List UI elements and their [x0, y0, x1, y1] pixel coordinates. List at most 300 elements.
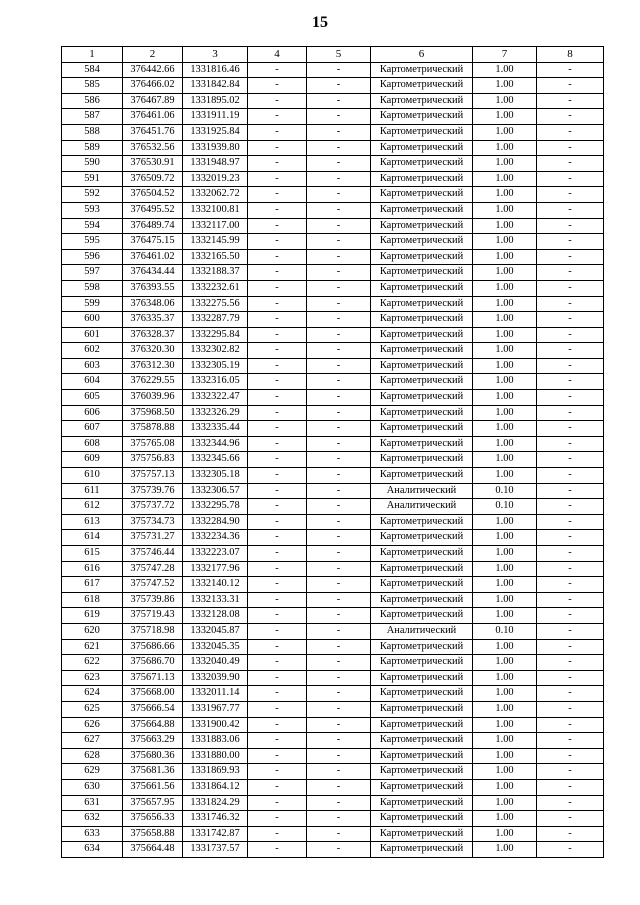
- cell-col-4: -: [248, 234, 307, 250]
- cell-col-8: -: [537, 764, 604, 780]
- cell-method: Картометрический: [371, 234, 473, 250]
- cell-accuracy: 1.00: [473, 452, 537, 468]
- cell-col-5: -: [307, 686, 371, 702]
- cell-accuracy: 1.00: [473, 140, 537, 156]
- cell-point-number: 599: [62, 296, 123, 312]
- column-header-7: 7: [473, 47, 537, 63]
- cell-x-coordinate: 375666.54: [123, 701, 183, 717]
- table-row: [62, 93, 604, 109]
- cell-x-coordinate: 375664.48: [123, 842, 183, 858]
- cell-col-8: -: [537, 436, 604, 452]
- cell-accuracy: 1.00: [473, 265, 537, 281]
- table-row: [62, 701, 604, 717]
- cell-point-number: 597: [62, 265, 123, 281]
- cell-col-4: -: [248, 218, 307, 234]
- cell-point-number: 601: [62, 327, 123, 343]
- cell-col-5: -: [307, 390, 371, 406]
- cell-col-8: -: [537, 608, 604, 624]
- cell-point-number: 598: [62, 280, 123, 296]
- cell-col-4: -: [248, 701, 307, 717]
- cell-col-4: -: [248, 779, 307, 795]
- cell-method: Картометрический: [371, 156, 473, 172]
- cell-col-8: -: [537, 312, 604, 328]
- cell-x-coordinate: 375668.00: [123, 686, 183, 702]
- cell-col-5: -: [307, 296, 371, 312]
- table-row: [62, 327, 604, 343]
- cell-col-5: -: [307, 78, 371, 94]
- cell-method: Картометрический: [371, 546, 473, 562]
- column-header-6: 6: [371, 47, 473, 63]
- cell-x-coordinate: 375719.43: [123, 608, 183, 624]
- cell-method: Картометрический: [371, 639, 473, 655]
- cell-accuracy: 1.00: [473, 187, 537, 203]
- cell-x-coordinate: 375747.52: [123, 577, 183, 593]
- cell-point-number: 611: [62, 483, 123, 499]
- cell-x-coordinate: 376039.96: [123, 390, 183, 406]
- cell-col-5: -: [307, 468, 371, 484]
- cell-y-coordinate: 1332316.05: [183, 374, 248, 390]
- cell-x-coordinate: 375757.13: [123, 468, 183, 484]
- cell-col-4: -: [248, 468, 307, 484]
- cell-y-coordinate: 1331742.87: [183, 826, 248, 842]
- cell-y-coordinate: 1332275.56: [183, 296, 248, 312]
- cell-method: Картометрический: [371, 421, 473, 437]
- cell-col-8: -: [537, 93, 604, 109]
- cell-col-8: -: [537, 187, 604, 203]
- cell-accuracy: 1.00: [473, 546, 537, 562]
- table-row: [62, 374, 604, 390]
- cell-method: Картометрический: [371, 374, 473, 390]
- table-row: [62, 764, 604, 780]
- cell-method: Картометрический: [371, 561, 473, 577]
- cell-accuracy: 1.00: [473, 733, 537, 749]
- cell-point-number: 608: [62, 436, 123, 452]
- cell-col-5: -: [307, 764, 371, 780]
- cell-point-number: 602: [62, 343, 123, 359]
- cell-accuracy: 1.00: [473, 592, 537, 608]
- cell-col-4: -: [248, 109, 307, 125]
- cell-col-4: -: [248, 202, 307, 218]
- cell-x-coordinate: 375756.83: [123, 452, 183, 468]
- table-row: [62, 748, 604, 764]
- cell-point-number: 622: [62, 655, 123, 671]
- cell-accuracy: 1.00: [473, 436, 537, 452]
- cell-point-number: 618: [62, 592, 123, 608]
- cell-col-8: -: [537, 78, 604, 94]
- column-header-5: 5: [307, 47, 371, 63]
- cell-col-8: -: [537, 701, 604, 717]
- cell-accuracy: 1.00: [473, 218, 537, 234]
- table-row: [62, 62, 604, 78]
- cell-col-5: -: [307, 421, 371, 437]
- cell-point-number: 587: [62, 109, 123, 125]
- cell-point-number: 600: [62, 312, 123, 328]
- cell-accuracy: 1.00: [473, 577, 537, 593]
- cell-x-coordinate: 375681.36: [123, 764, 183, 780]
- cell-col-5: -: [307, 608, 371, 624]
- cell-x-coordinate: 375737.72: [123, 499, 183, 515]
- cell-point-number: 586: [62, 93, 123, 109]
- column-header-2: 2: [123, 47, 183, 63]
- cell-accuracy: 1.00: [473, 468, 537, 484]
- cell-col-5: -: [307, 546, 371, 562]
- cell-col-4: -: [248, 748, 307, 764]
- cell-point-number: 628: [62, 748, 123, 764]
- cell-col-8: -: [537, 109, 604, 125]
- cell-col-5: -: [307, 171, 371, 187]
- cell-col-8: -: [537, 202, 604, 218]
- table-row: [62, 218, 604, 234]
- cell-col-5: -: [307, 795, 371, 811]
- cell-accuracy: 1.00: [473, 670, 537, 686]
- cell-col-4: -: [248, 296, 307, 312]
- cell-accuracy: 1.00: [473, 93, 537, 109]
- table-row: [62, 842, 604, 858]
- cell-y-coordinate: 1332117.00: [183, 218, 248, 234]
- cell-point-number: 593: [62, 202, 123, 218]
- cell-point-number: 585: [62, 78, 123, 94]
- table-row: [62, 202, 604, 218]
- cell-x-coordinate: 376451.76: [123, 124, 183, 140]
- cell-col-4: -: [248, 140, 307, 156]
- cell-x-coordinate: 376393.55: [123, 280, 183, 296]
- cell-col-4: -: [248, 187, 307, 203]
- cell-accuracy: 1.00: [473, 280, 537, 296]
- cell-col-4: -: [248, 327, 307, 343]
- cell-col-5: -: [307, 312, 371, 328]
- cell-col-8: -: [537, 639, 604, 655]
- cell-method: Картометрический: [371, 811, 473, 827]
- table-row: [62, 483, 604, 499]
- cell-col-5: -: [307, 577, 371, 593]
- cell-col-5: -: [307, 109, 371, 125]
- cell-col-5: -: [307, 218, 371, 234]
- cell-col-4: -: [248, 826, 307, 842]
- cell-accuracy: 1.00: [473, 779, 537, 795]
- cell-y-coordinate: 1331883.06: [183, 733, 248, 749]
- cell-y-coordinate: 1331869.93: [183, 764, 248, 780]
- cell-accuracy: 1.00: [473, 62, 537, 78]
- cell-x-coordinate: 376475.15: [123, 234, 183, 250]
- cell-x-coordinate: 375968.50: [123, 405, 183, 421]
- cell-method: Картометрический: [371, 249, 473, 265]
- cell-accuracy: 1.00: [473, 156, 537, 172]
- table-row: [62, 592, 604, 608]
- cell-col-4: -: [248, 514, 307, 530]
- cell-col-8: -: [537, 483, 604, 499]
- cell-x-coordinate: 375746.44: [123, 546, 183, 562]
- table-row: [62, 639, 604, 655]
- cell-method: Картометрический: [371, 655, 473, 671]
- cell-y-coordinate: 1332062.72: [183, 187, 248, 203]
- cell-method: Картометрический: [371, 140, 473, 156]
- cell-y-coordinate: 1331746.32: [183, 811, 248, 827]
- cell-accuracy: 1.00: [473, 202, 537, 218]
- cell-accuracy: 1.00: [473, 109, 537, 125]
- cell-col-5: -: [307, 452, 371, 468]
- cell-y-coordinate: 1332295.78: [183, 499, 248, 515]
- cell-col-5: -: [307, 561, 371, 577]
- cell-point-number: 631: [62, 795, 123, 811]
- cell-accuracy: 1.00: [473, 234, 537, 250]
- cell-y-coordinate: 1332177.96: [183, 561, 248, 577]
- cell-x-coordinate: 375739.86: [123, 592, 183, 608]
- cell-col-8: -: [537, 717, 604, 733]
- cell-y-coordinate: 1332305.19: [183, 358, 248, 374]
- cell-col-4: -: [248, 764, 307, 780]
- cell-point-number: 621: [62, 639, 123, 655]
- cell-accuracy: 1.00: [473, 748, 537, 764]
- cell-col-5: -: [307, 62, 371, 78]
- cell-col-8: -: [537, 686, 604, 702]
- cell-method: Картометрический: [371, 436, 473, 452]
- cell-y-coordinate: 1332145.99: [183, 234, 248, 250]
- cell-col-4: -: [248, 390, 307, 406]
- cell-y-coordinate: 1332306.57: [183, 483, 248, 499]
- table-row: [62, 187, 604, 203]
- cell-col-4: -: [248, 639, 307, 655]
- cell-y-coordinate: 1332232.61: [183, 280, 248, 296]
- cell-method: Картометрический: [371, 608, 473, 624]
- cell-point-number: 620: [62, 623, 123, 639]
- cell-y-coordinate: 1332165.50: [183, 249, 248, 265]
- cell-y-coordinate: 1331925.84: [183, 124, 248, 140]
- table-row: [62, 140, 604, 156]
- cell-point-number: 609: [62, 452, 123, 468]
- cell-x-coordinate: 375878.88: [123, 421, 183, 437]
- coordinates-table: [61, 46, 604, 858]
- cell-method: Картометрический: [371, 327, 473, 343]
- cell-accuracy: 1.00: [473, 639, 537, 655]
- table-row: [62, 109, 604, 125]
- cell-col-8: -: [537, 452, 604, 468]
- cell-accuracy: 1.00: [473, 608, 537, 624]
- cell-point-number: 624: [62, 686, 123, 702]
- cell-col-4: -: [248, 358, 307, 374]
- cell-col-4: -: [248, 421, 307, 437]
- cell-col-5: -: [307, 623, 371, 639]
- cell-col-5: -: [307, 124, 371, 140]
- cell-y-coordinate: 1332234.36: [183, 530, 248, 546]
- cell-col-5: -: [307, 140, 371, 156]
- cell-y-coordinate: 1332045.35: [183, 639, 248, 655]
- cell-col-4: -: [248, 499, 307, 515]
- cell-col-5: -: [307, 93, 371, 109]
- cell-x-coordinate: 375686.66: [123, 639, 183, 655]
- cell-col-5: -: [307, 202, 371, 218]
- table-row: [62, 436, 604, 452]
- cell-col-5: -: [307, 733, 371, 749]
- cell-method: Картометрический: [371, 748, 473, 764]
- cell-col-5: -: [307, 748, 371, 764]
- cell-method: Картометрический: [371, 265, 473, 281]
- cell-method: Картометрический: [371, 296, 473, 312]
- cell-point-number: 625: [62, 701, 123, 717]
- cell-method: Картометрический: [371, 312, 473, 328]
- cell-col-4: -: [248, 436, 307, 452]
- cell-point-number: 626: [62, 717, 123, 733]
- cell-point-number: 592: [62, 187, 123, 203]
- cell-point-number: 632: [62, 811, 123, 827]
- cell-x-coordinate: 376348.06: [123, 296, 183, 312]
- cell-col-5: -: [307, 436, 371, 452]
- cell-x-coordinate: 376461.06: [123, 109, 183, 125]
- cell-col-5: -: [307, 405, 371, 421]
- cell-method: Картометрический: [371, 343, 473, 359]
- cell-point-number: 617: [62, 577, 123, 593]
- table-row: [62, 608, 604, 624]
- cell-point-number: 591: [62, 171, 123, 187]
- cell-col-8: -: [537, 546, 604, 562]
- cell-col-8: -: [537, 249, 604, 265]
- cell-point-number: 627: [62, 733, 123, 749]
- cell-x-coordinate: 376328.37: [123, 327, 183, 343]
- cell-accuracy: 1.00: [473, 561, 537, 577]
- cell-y-coordinate: 1332045.87: [183, 623, 248, 639]
- cell-method: Картометрический: [371, 468, 473, 484]
- cell-y-coordinate: 1331880.00: [183, 748, 248, 764]
- cell-y-coordinate: 1331895.02: [183, 93, 248, 109]
- cell-col-8: -: [537, 795, 604, 811]
- cell-y-coordinate: 1331939.80: [183, 140, 248, 156]
- cell-col-8: -: [537, 140, 604, 156]
- cell-col-5: -: [307, 234, 371, 250]
- cell-accuracy: 1.00: [473, 811, 537, 827]
- cell-col-8: -: [537, 421, 604, 437]
- cell-col-8: -: [537, 514, 604, 530]
- table-row: [62, 280, 604, 296]
- cell-x-coordinate: 376461.02: [123, 249, 183, 265]
- column-header-3: 3: [183, 47, 248, 63]
- cell-x-coordinate: 376489.74: [123, 218, 183, 234]
- cell-col-8: -: [537, 265, 604, 281]
- cell-x-coordinate: 375731.27: [123, 530, 183, 546]
- cell-y-coordinate: 1331911.19: [183, 109, 248, 125]
- cell-col-4: -: [248, 717, 307, 733]
- cell-x-coordinate: 375658.88: [123, 826, 183, 842]
- cell-col-4: -: [248, 405, 307, 421]
- table-row: [62, 530, 604, 546]
- cell-method: Картометрический: [371, 795, 473, 811]
- cell-col-4: -: [248, 265, 307, 281]
- cell-method: Картометрический: [371, 452, 473, 468]
- cell-y-coordinate: 1331948.97: [183, 156, 248, 172]
- cell-x-coordinate: 376335.37: [123, 312, 183, 328]
- cell-y-coordinate: 1332284.90: [183, 514, 248, 530]
- cell-accuracy: 1.00: [473, 312, 537, 328]
- cell-method: Картометрический: [371, 764, 473, 780]
- table-row: [62, 124, 604, 140]
- cell-y-coordinate: 1332322.47: [183, 390, 248, 406]
- cell-point-number: 633: [62, 826, 123, 842]
- cell-method: Картометрический: [371, 670, 473, 686]
- cell-col-4: -: [248, 655, 307, 671]
- cell-x-coordinate: 375765.08: [123, 436, 183, 452]
- cell-col-5: -: [307, 343, 371, 359]
- table-row: [62, 358, 604, 374]
- cell-col-4: -: [248, 811, 307, 827]
- cell-accuracy: 1.00: [473, 343, 537, 359]
- table-row: [62, 343, 604, 359]
- cell-x-coordinate: 376466.02: [123, 78, 183, 94]
- column-header-4: 4: [248, 47, 307, 63]
- cell-col-8: -: [537, 171, 604, 187]
- cell-col-4: -: [248, 78, 307, 94]
- cell-col-8: -: [537, 811, 604, 827]
- cell-y-coordinate: 1332305.18: [183, 468, 248, 484]
- cell-method: Картометрический: [371, 390, 473, 406]
- cell-x-coordinate: 375657.95: [123, 795, 183, 811]
- cell-method: Картометрический: [371, 187, 473, 203]
- cell-point-number: 619: [62, 608, 123, 624]
- cell-col-4: -: [248, 670, 307, 686]
- cell-x-coordinate: 375686.70: [123, 655, 183, 671]
- cell-col-8: -: [537, 748, 604, 764]
- cell-accuracy: 0.10: [473, 499, 537, 515]
- cell-x-coordinate: 376320.30: [123, 343, 183, 359]
- cell-point-number: 615: [62, 546, 123, 562]
- cell-method: Картометрический: [371, 733, 473, 749]
- cell-y-coordinate: 1331737.57: [183, 842, 248, 858]
- cell-col-5: -: [307, 670, 371, 686]
- cell-method: Картометрический: [371, 405, 473, 421]
- cell-point-number: 605: [62, 390, 123, 406]
- cell-y-coordinate: 1331816.46: [183, 62, 248, 78]
- cell-col-4: -: [248, 452, 307, 468]
- cell-x-coordinate: 375671.13: [123, 670, 183, 686]
- cell-col-4: -: [248, 343, 307, 359]
- cell-x-coordinate: 375734.73: [123, 514, 183, 530]
- cell-accuracy: 1.00: [473, 795, 537, 811]
- cell-accuracy: 1.00: [473, 249, 537, 265]
- cell-method: Картометрический: [371, 701, 473, 717]
- cell-col-4: -: [248, 686, 307, 702]
- cell-accuracy: 1.00: [473, 171, 537, 187]
- cell-point-number: 610: [62, 468, 123, 484]
- cell-y-coordinate: 1332140.12: [183, 577, 248, 593]
- cell-accuracy: 1.00: [473, 405, 537, 421]
- cell-x-coordinate: 376229.55: [123, 374, 183, 390]
- cell-point-number: 634: [62, 842, 123, 858]
- cell-y-coordinate: 1332188.37: [183, 265, 248, 281]
- cell-accuracy: 1.00: [473, 390, 537, 406]
- table-row: [62, 546, 604, 562]
- cell-col-4: -: [248, 124, 307, 140]
- cell-accuracy: 0.10: [473, 483, 537, 499]
- table-row: [62, 577, 604, 593]
- cell-col-4: -: [248, 530, 307, 546]
- column-header-8: 8: [537, 47, 604, 63]
- cell-x-coordinate: 376434.44: [123, 265, 183, 281]
- cell-col-8: -: [537, 374, 604, 390]
- cell-point-number: 614: [62, 530, 123, 546]
- cell-point-number: 594: [62, 218, 123, 234]
- cell-method: Картометрический: [371, 124, 473, 140]
- table-row: [62, 655, 604, 671]
- cell-method: Картометрический: [371, 280, 473, 296]
- cell-x-coordinate: 375718.98: [123, 623, 183, 639]
- cell-col-8: -: [537, 670, 604, 686]
- table-row: [62, 623, 604, 639]
- cell-col-5: -: [307, 265, 371, 281]
- cell-col-8: -: [537, 343, 604, 359]
- cell-col-8: -: [537, 156, 604, 172]
- cell-col-4: -: [248, 62, 307, 78]
- cell-col-8: -: [537, 296, 604, 312]
- cell-method: Аналитический: [371, 499, 473, 515]
- cell-col-5: -: [307, 499, 371, 515]
- cell-method: Картометрический: [371, 171, 473, 187]
